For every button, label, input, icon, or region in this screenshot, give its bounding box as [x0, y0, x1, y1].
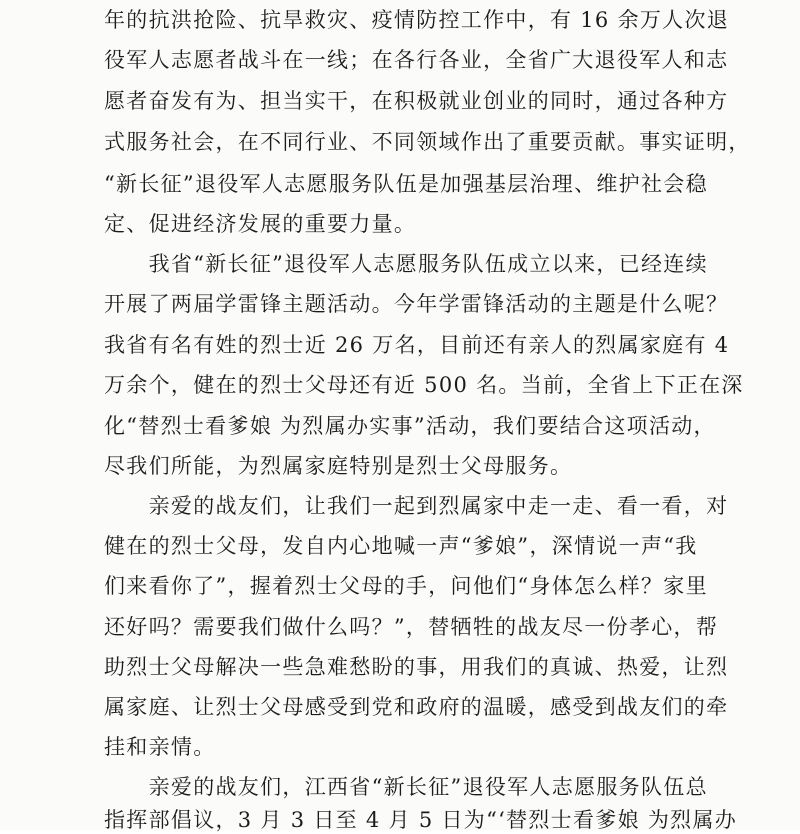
text-line: 健在的烈士父母，发自内心地喊一声“爹娘”，深情说一声“我	[104, 534, 698, 558]
text-line: 定、促进经济发展的重要力量。	[104, 212, 417, 236]
text-line: 我省“新长征”退役军人志愿服务队伍成立以来，已经连续	[104, 252, 708, 276]
text-line: 开展了两届学雷锋主题活动。今年学雷锋活动的主题是什么呢？	[104, 292, 729, 316]
text-line: 亲爱的战友们，让我们一起到烈属家中走一走、看一看，对	[104, 494, 729, 518]
text-line: 愿者奋发有为、担当实干，在积极就业创业的同时，通过各种方	[104, 89, 729, 113]
text-line: 助烈士父母解决一些急难愁盼的事，用我们的真诚、热爱，让烈	[104, 655, 729, 679]
text-line: 役军人志愿者战斗在一线；在各行各业，全省广大退役军人和志	[104, 48, 729, 72]
text-line: 式服务社会，在不同行业、不同领域作出了重要贡献。事实证明，	[104, 130, 751, 154]
text-line: 挂和亲情。	[104, 735, 216, 759]
text-line: 年的抗洪抢险、抗旱救灾、疫情防控工作中，有 16 余万人次退	[104, 8, 730, 32]
text-line: 们来看你了”，握着烈士父母的手，问他们“身体怎么样？家里	[104, 574, 708, 598]
text-line: 我省有名有姓的烈士近 26 万名，目前还有亲人的烈属家庭有 4	[104, 333, 730, 357]
text-line: 万余个，健在的烈士父母还有近 500 名。当前，全省上下正在深	[104, 373, 744, 397]
text-line: 尽我们所能，为烈属家庭特别是烈士父母服务。	[104, 454, 573, 478]
text-line: 属家庭、让烈士父母感受到党和政府的温暖，感受到战友们的牵	[104, 695, 729, 719]
text-line: 指挥部倡议，3 月 3 日至 4 月 5 日为“‘替烈士看爹娘 为烈属办	[104, 808, 738, 832]
text-line: 化“替烈士看爹娘 为烈属办实事”活动，我们要结合这项活动，	[104, 414, 716, 438]
text-line: “新长征”退役军人志愿服务队伍是加强基层治理、维护社会稳	[104, 172, 708, 196]
text-line: 还好吗？需要我们做什么吗？”，替牺牲的战友尽一份孝心，帮	[104, 615, 719, 639]
text-line: 亲爱的战友们，江西省“新长征”退役军人志愿服务队伍总	[104, 775, 708, 799]
